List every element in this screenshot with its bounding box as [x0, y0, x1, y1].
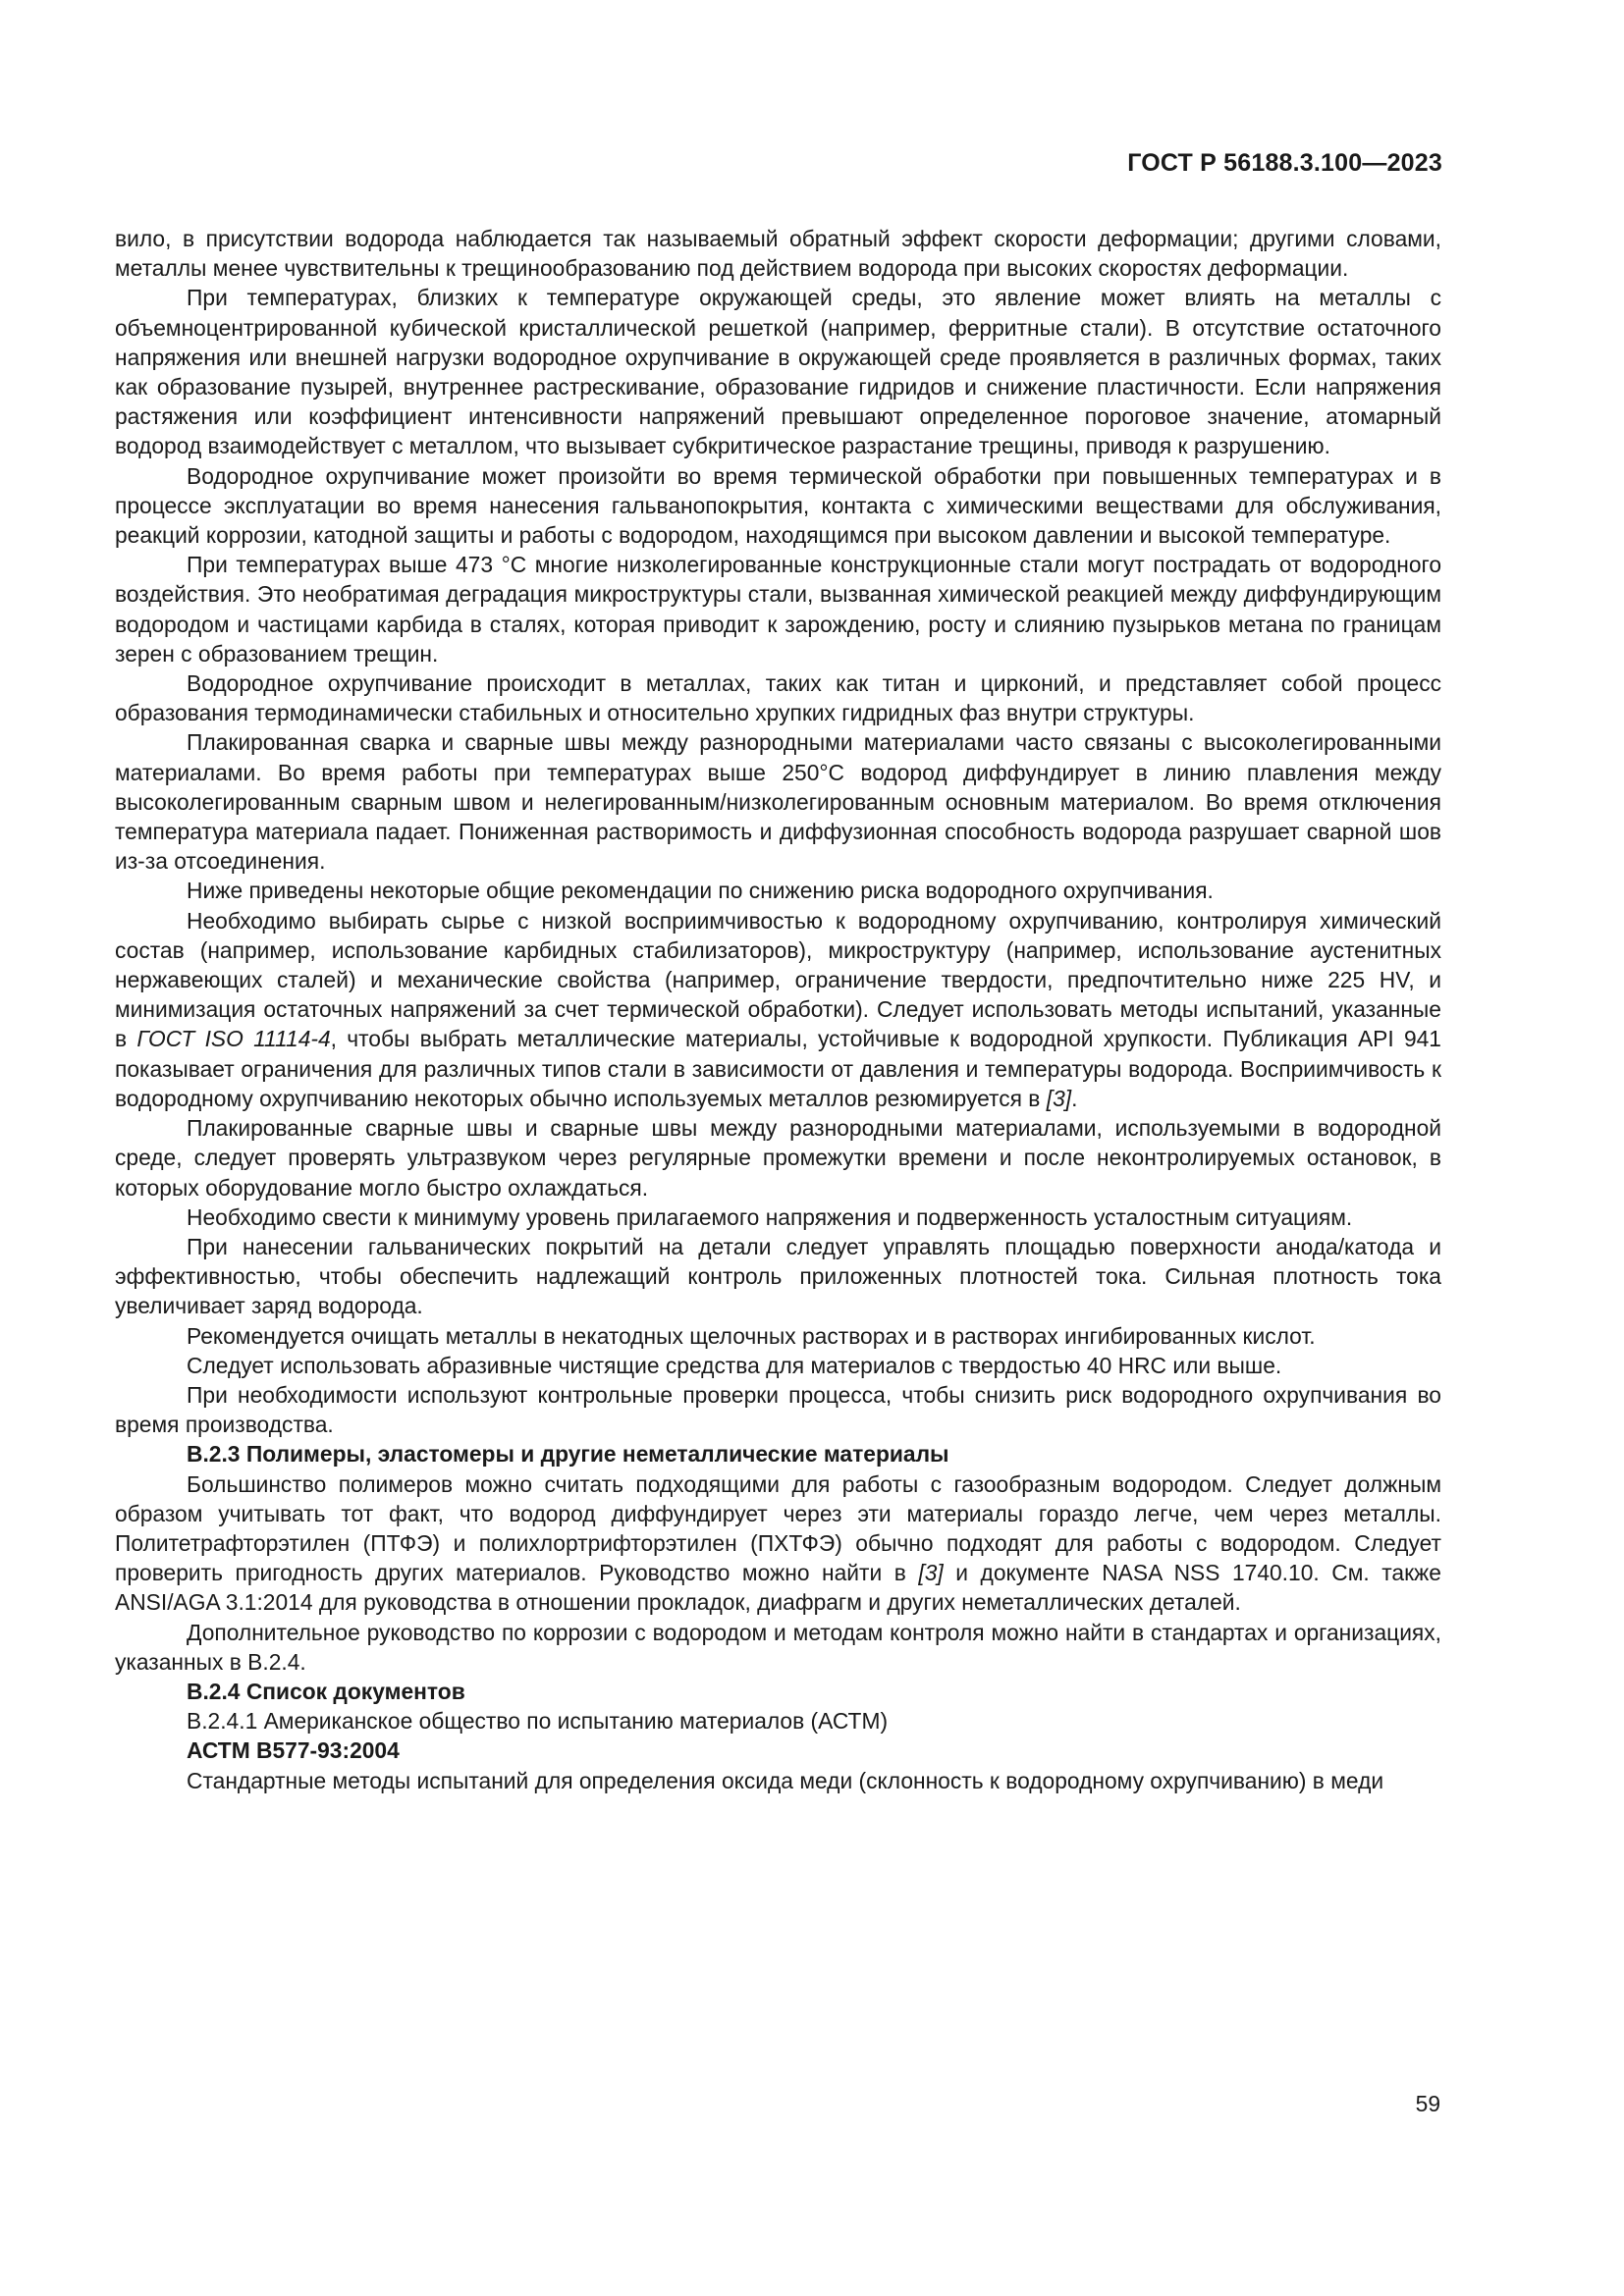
paragraph-cleaning: Рекомендуется очищать металлы в некатодных щелочных растворах и в растворах ингибированных кислот. — [187, 1322, 1316, 1349]
paragraph-heat-treatment: Водородное охрупчивание может произойти во время термической обработки при повышенных температурах и в процессе эксплуатации во время нанесения гальванопокрытия, контакта с химическими веществами для обслуживания, реакций коррозии, катодной защиты и работы с водородом, находящимся при высоком давлении и высокой температуре. — [115, 462, 1441, 549]
paragraph-electroplating: При нанесении гальванических покрытий на детали следует управлять площадью поверхности анода/катода и эффективностью, чтобы обеспечить надлежащий контроль приложенных плотностей тока. Сильная плотность тока увеличивает заряд водорода. — [115, 1233, 1441, 1319]
paragraph-hydride-phases: Водородное охрупчивание происходит в металлах, таких как титан и цирконий, и представляет собой процесс образования термодинамически стабильных и относительно хрупких гидридных фаз внутри структуры. — [115, 670, 1441, 726]
paragraph-continuation: вило, в присутствии водорода наблюдается так называемый обратный эффект скорости деформации; другими словами, металлы менее чувствительны к трещинообразованию под действием водорода при высоких скоростях деформации. — [115, 226, 1441, 282]
section-heading-document-list: В.2.4 Список документов — [187, 1678, 465, 1704]
document-number-header: ГОСТ Р 56188.3.100—2023 — [1127, 149, 1442, 177]
bibliography-reference: [3] — [918, 1560, 944, 1586]
paragraph-additional-guidance: Дополнительное руководство по коррозии с водородом и методам контроля можно найти в стандартах и организациях, указанных в В.2.4. — [115, 1619, 1441, 1675]
paragraph-polymers — [115, 1469, 1441, 1618]
section-heading-polymers: В.2.3 Полимеры, эластомеры и другие неметаллические материалы — [187, 1441, 949, 1468]
paragraph-standard-description: Стандартные методы испытаний для определения оксида меди (склонность к водородному охрупчиванию) в меди — [187, 1767, 1384, 1793]
paragraph-high-temperature: При температурах выше 473 °С многие низколегированные конструкционные стали могут пострадать от водородного воздействия. Это необратимая деградация микроструктуры стали, вызванная химической реакцией между диффундирующим водородом и частицами карбида в сталях, которая приводит к зарождению, росту и слиянию пузырьков метана по границам зерен с образованием трещин. — [115, 552, 1441, 667]
paragraph-stress-minimization: Необходимо свести к минимуму уровень прилагаемого напряжения и подверженность усталостным ситуациям. — [187, 1203, 1353, 1230]
paragraph-ambient-temperature: При температурах, близких к температуре окружающей среды, это явление может влиять на металлы с объемноцентрированной кубической кристаллической решеткой (например, ферритные стали). В отсутствие остаточного напряжения или внешней нагрузки водородное охрупчивание в окружающей среде проявляется в различных формах, таких как образование пузырей, внутреннее растрескивание, образование гидридов и снижение пластичности. Если напряжения растяжения или коэффициент интенсивности напряжений превышают определенное пороговое значение, атомарный водород взаимодействует с металлом, что вызывает субкритическое разрастание трещины, приводя к разрушению. — [115, 285, 1441, 459]
subsection-astm: В.2.4.1 Американское общество по испытанию материалов (АСТМ) — [187, 1708, 889, 1735]
paragraph-recommendations-intro: Ниже приведены некоторые общие рекомендации по снижению риска водородного охрупчивания. — [187, 878, 1214, 904]
bibliography-reference: [3] — [1046, 1085, 1072, 1111]
standard-title-astm-b577: АСТМ В577-93:2004 — [187, 1737, 400, 1764]
text-segment: . — [1071, 1085, 1078, 1111]
paragraph-clad-welding: Плакированная сварка и сварные швы между разнородными материалами часто связаны с высоколегированными материалами. Во время работы при температурах выше 250°С водород диффундирует в линию плавления между высоколегированным сварным швом и нелегированным/низколегированным основным материалом. Во время отключения температура материала падает. Пониженная растворимость и диффузионная способность водорода разрушает сварной шов из-за отсоединения. — [115, 729, 1441, 875]
document-body — [115, 224, 1441, 1795]
text-segment: Большинство полимеров можно считать подходящими для работы с газообразным водородом. Следует должным образом учитывать тот факт, что водород диффундирует через эти материалы гораздо легче, чем через металлы. Политетрафторэтилен (ПТФЭ) и полихлортрифторэтилен (ПХТФЭ) обычно подходят для работы с водородом. Следует проверить пригодность других материалов. Руководство можно найти в — [115, 1470, 1441, 1586]
paragraph-abrasive-cleaners: Следует использовать абразивные чистящие средства для материалов с твердостью 40 HRC или выше. — [187, 1352, 1282, 1378]
paragraph-process-checks: При необходимости используют контрольные проверки процесса, чтобы снизить риск водородного охрупчивания во время производства. — [115, 1381, 1441, 1438]
text-segment: и документе NASA NSS 1740.10. См. также ANSI/AGA 3.1:2014 для руководства в отношении прокладок, диафрагм и других неметаллических деталей. — [115, 1560, 1441, 1616]
text-segment: , чтобы выбрать металлические материалы, устойчивые к водородной хрупкости. Публикация API 941 показывает ограничения для различных типов стали в зависимости от давления и температуры водорода. Восприимчивость к водородному охрупчиванию некоторых обычно используемых металлов резюмируется в — [115, 1026, 1441, 1111]
text-segment: Необходимо выбирать сырье с низкой восприимчивостью к водородному охрупчиванию, контролируя химический состав (например, использование карбидных стабилизаторов), микроструктуру (например, использование аустенитных нержавеющих сталей) и механические свойства (например, ограничение твердости, предпочтительно ниже 225 HV, и минимизация остаточных напряжений за счет термической обработки). Следует использовать методы испытаний, указанные в — [115, 907, 1441, 1052]
standard-reference-link: ГОСТ ISO 11114-4 — [136, 1026, 331, 1052]
paragraph-ultrasonic-inspection: Плакированные сварные швы и сварные швы между разнородными материалами, используемыми в водородной среде, следует проверять ультразвуком через регулярные промежутки времени и после неконтролируемых остановок, в которых оборудование могло быстро охлаждаться. — [115, 1115, 1441, 1201]
paragraph-material-selection — [115, 906, 1441, 1113]
page-number: 59 — [1415, 2091, 1440, 2116]
